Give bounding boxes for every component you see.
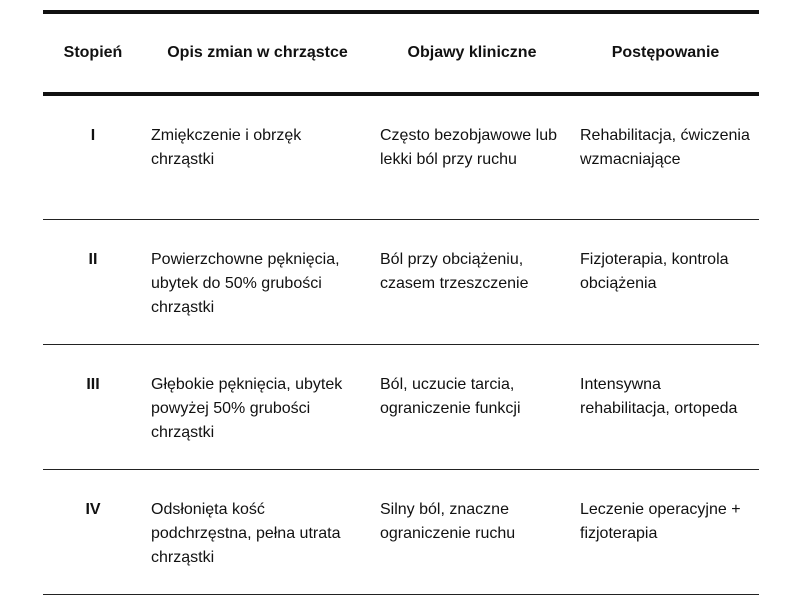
management-cell: Leczenie operacyjne + fizjoterapia — [580, 500, 741, 542]
description-cell: Zmiękczenie i obrzęk chrząstki — [151, 127, 302, 168]
symptoms-cell: Ból, uczucie tarcia, ograniczenie funkcji — [380, 375, 521, 417]
table-header — [43, 12, 759, 94]
description-cell: Odsłonięta kość podchrzęstna, pełna utrata chrząstki — [151, 500, 341, 566]
grade-cell: I — [90, 127, 96, 144]
description-cell: Głębokie pęknięcia, ubytek powyżej 50% grubości chrząstki — [151, 375, 343, 441]
header-symptoms: Objawy kliniczne — [407, 44, 537, 61]
description-cell: Powierzchowne pęknięcia, ubytek do 50% grubości chrząstki — [151, 250, 340, 316]
cartilage-grade-table — [43, 10, 759, 595]
management-cell: Rehabilitacja, ćwiczenia wzmacniające — [580, 127, 750, 168]
table-row — [43, 469, 759, 594]
table-row — [43, 344, 759, 469]
header-row — [43, 12, 759, 94]
management-cell: Intensywna rehabilitacja, ortopeda — [580, 375, 738, 417]
management-cell: Fizjoterapia, kontrola obciążenia — [580, 250, 729, 292]
symptoms-cell: Ból przy obciążeniu, czasem trzeszczenie — [380, 250, 529, 292]
table-row — [43, 94, 759, 219]
cartilage-grade-table-container — [43, 10, 759, 595]
table-row — [43, 219, 759, 344]
header-description: Opis zmian w chrząstce — [167, 44, 348, 61]
symptoms-cell: Często bezobjawowe lub lekki ból przy ruchu — [380, 127, 557, 168]
symptoms-cell: Silny ból, znaczne ograniczenie ruchu — [380, 500, 516, 542]
header-grade: Stopień — [63, 44, 123, 61]
grade-cell: II — [88, 250, 98, 268]
header-management: Postępowanie — [611, 44, 720, 61]
grade-cell: III — [86, 375, 100, 393]
table-body — [43, 94, 759, 594]
grade-cell: IV — [85, 500, 101, 518]
